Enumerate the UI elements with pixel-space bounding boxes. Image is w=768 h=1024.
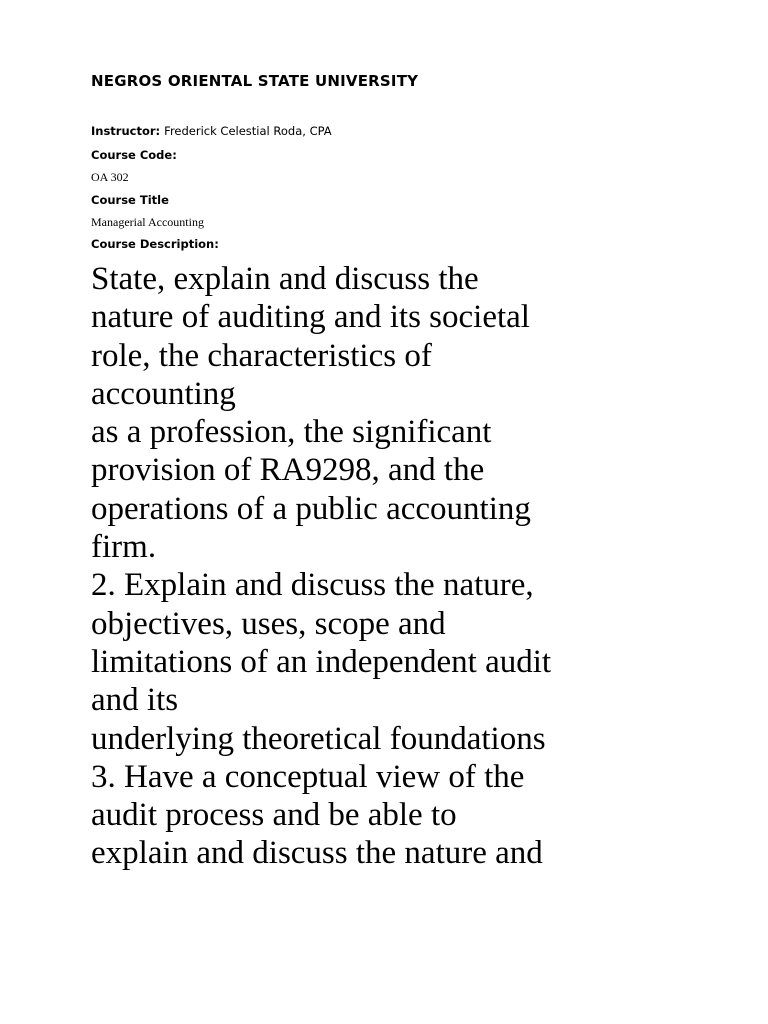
description-line: operations of a public accounting [91,490,531,527]
description-line: 2. Explain and discuss the nature, [91,567,534,604]
description-line: underlying theoretical foundations [91,720,546,757]
description-line: accounting [91,375,236,412]
course-description-label: Course Description: [91,237,219,251]
course-title-value: Managerial Accounting [91,215,204,229]
description-line: 3. Have a conceptual view of the [91,758,525,795]
course-code-label: Course Code: [91,148,177,162]
description-line: provision of RA9298, and the [91,452,485,489]
description-line: and its [91,682,179,719]
description-line: firm. [91,529,157,566]
university-title: NEGROS ORIENTAL STATE UNIVERSITY [91,72,419,90]
description-line: audit process and be able to [91,797,457,834]
description-line: objectives, uses, scope and [91,605,446,642]
description-line: State, explain and discuss the [91,261,479,297]
instructor-line [91,124,332,138]
instructor-label: Instructor: [91,124,161,138]
description-line: nature of auditing and its societal [91,299,530,336]
description-line: explain and discuss the nature and [91,835,543,872]
course-description-body [91,260,731,873]
instructor-name: Frederick Celestial Roda, CPA [164,124,332,138]
description-line: limitations of an independent audit [91,643,552,680]
description-line: role, the characteristics of [91,337,432,374]
course-title-label: Course Title [91,193,169,207]
course-code-value: OA 302 [91,170,129,184]
description-line: as a profession, the significant [91,414,492,451]
